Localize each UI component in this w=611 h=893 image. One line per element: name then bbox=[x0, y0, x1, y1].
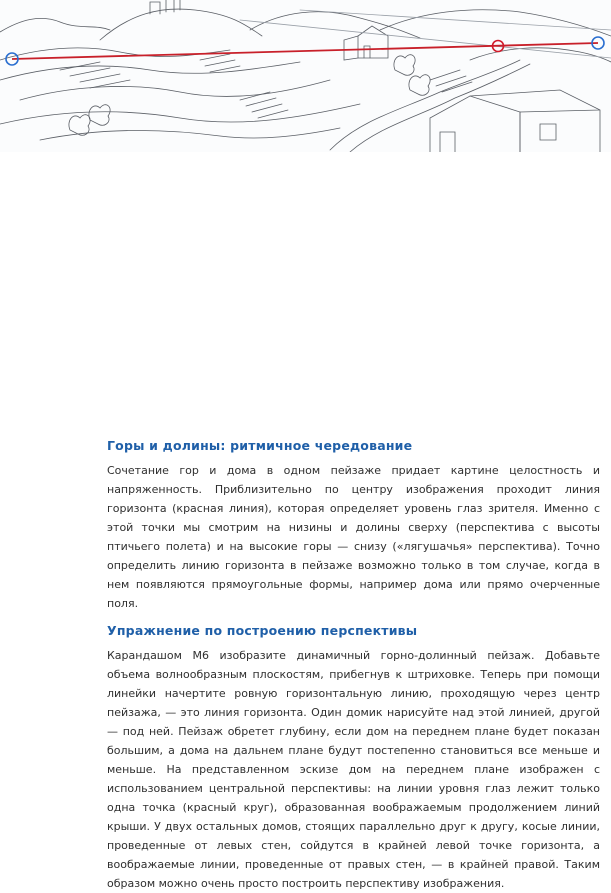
section-heading-perspective-exercise: Упражнение по построению перспективы bbox=[107, 623, 418, 638]
section-paragraph-mountains-valleys: Сочетание гор и дома в одном пейзаже придает картине целостность и напряженность. Приблизительно по центру изображения проходит линия горизонта (красная линия), которая определяет уровень глаз зрителя. Именно с этой точки мы смотрим на низины и долины сверху (перспектива с высоты птичьего полета) и на высокие горы — снизу («лягушачья» перспектива). Точно определить линию горизонта в пейзаже возможно только в том случае, когда в нем появляются прямоугольные формы, например дома или прямо очерченные поля. bbox=[107, 464, 600, 610]
sketch-pencil-lines bbox=[0, 0, 611, 152]
text-column bbox=[107, 438, 600, 893]
horizon-line bbox=[12, 43, 598, 59]
landscape-sketch-illustration bbox=[0, 0, 611, 152]
section-paragraph-perspective-exercise: Карандашом М6 изобразите динамичный горно-долинный пейзаж. Добавьте объема волнообразным плоскостям, прибегнув к штриховке. Теперь при помощи линейки начертите ровную горизонтальную линию, проходящую через центр пейзажа, — это линия горизонта. Один домик нарисуйте над этой линией, другой — под ней. Пейзаж обретет глубину, если дом на переднем плане будет показан большим, а дома на дальнем плане будут постепенно становиться все меньше и меньше. На представленном эскизе дом на переднем плане изображен с использованием центральной перспективы: на линии уровня глаз лежит только одна точка (красный круг), образованная воображаемым продолжением линий крыши. У двух остальных домов, стоящих параллельно друг к другу, косые линии, проведенные от левых стен, сойдутся в крайней левой точке горизонта, а воображаемые линии, проведенные от правых стен, — в крайней правой. Таким образом можно очень просто построить перспективу изображения. bbox=[107, 649, 600, 890]
section-heading-mountains-valleys: Горы и долины: ритмичное чередование bbox=[107, 438, 413, 453]
landscape-sketch-svg bbox=[0, 0, 611, 152]
